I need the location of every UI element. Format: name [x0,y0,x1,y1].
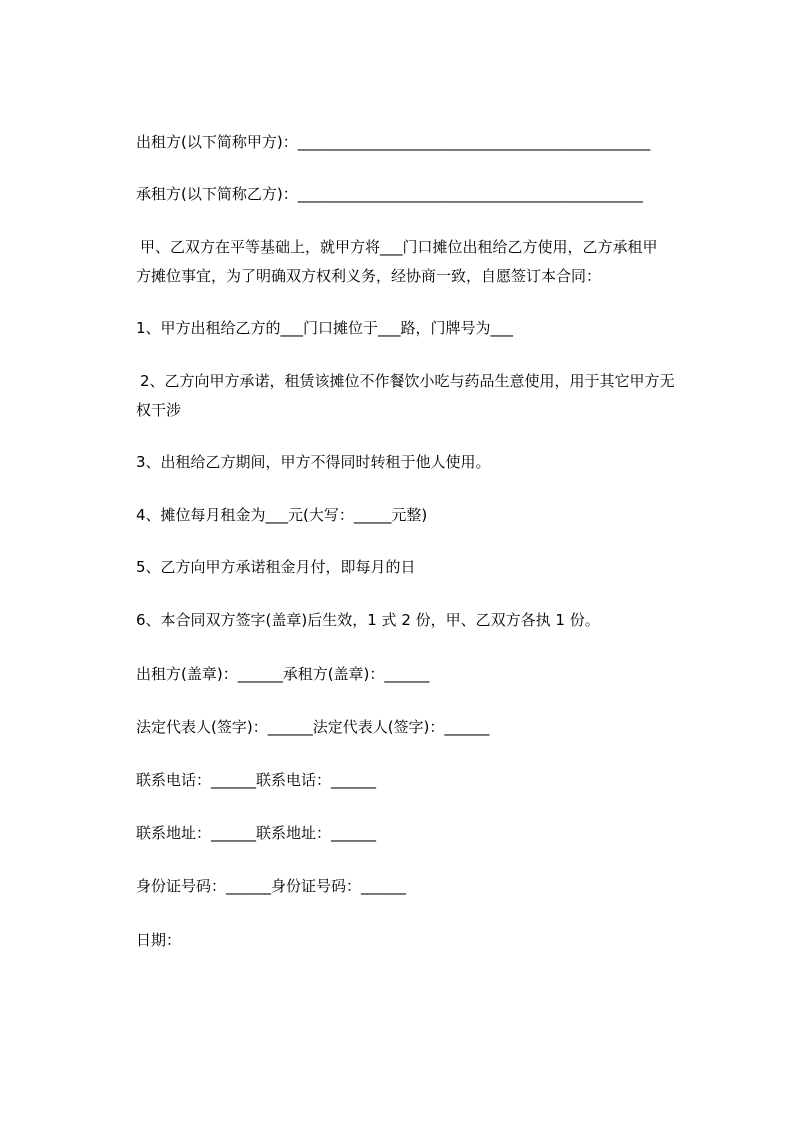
clause-6: 6、本合同双方签字(盖章)后生效，1 式 2 份，甲、乙双方各执 1 份。 [136,611,600,629]
lessor-party-line: 出租方(以下简称甲方)：_______________________________________________ [136,133,651,151]
intro-paragraph-line-1: 甲、乙双方在平等基础上，就甲方将___门口摊位出租给乙方使用，乙方承租甲 [140,238,658,256]
clause-5: 5、乙方向甲方承诺租金月付，即每月的日 [136,558,416,576]
clause-3: 3、出租给乙方期间，甲方不得同时转租于他人使用。 [136,453,491,471]
clause-1: 1、甲方出租给乙方的___门口摊位于___路，门牌号为___ [136,319,514,337]
clause-2-line-2: 权干涉 [136,401,182,419]
clause-2-line-1: 2、乙方向甲方承诺，租赁该摊位不作餐饮小吃与药品生意使用，用于其它甲方无 [140,372,675,390]
signature-date-line: 日期： [136,931,182,949]
intro-paragraph-line-2: 方摊位事宜，为了明确双方权利义务，经协商一致，自愿签订本合同： [136,267,602,285]
signature-representative-line: 法定代表人(签字)：______法定代表人(签字)：______ [136,718,490,736]
lessee-party-line: 承租方(以下简称乙方)：______________________________________________ [136,185,643,203]
signature-address-line: 联系地址：______联系地址：______ [136,824,377,842]
signature-seal-line: 出租方(盖章)：______承租方(盖章)：______ [136,665,430,683]
signature-phone-line: 联系电话：______联系电话：______ [136,771,377,789]
signature-id-line: 身份证号码：______身份证号码：______ [136,877,407,895]
clause-4: 4、摊位每月租金为___元(大写：_____元整) [136,506,428,524]
